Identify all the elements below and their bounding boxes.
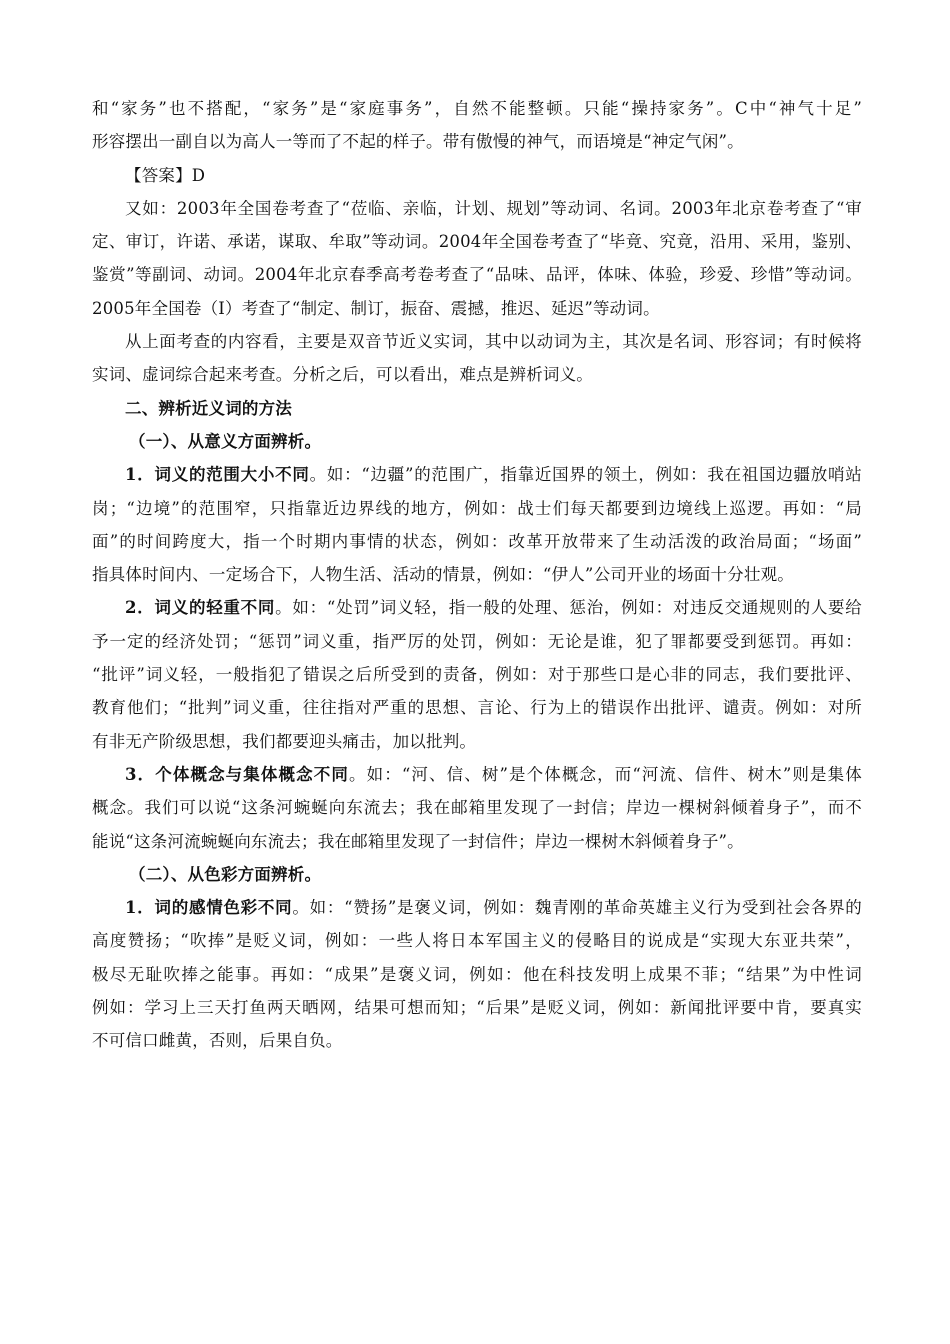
document-page bbox=[92, 92, 862, 1058]
text-line: 指具体时间内、一定场合下，人物生活、活动的情景，例如：“伊人”公司开业的场面十分壮观。 bbox=[92, 565, 794, 585]
text-line: 不可信口雌黄，否则，后果自负。 bbox=[92, 1031, 343, 1051]
text-line: 实词、虚词综合起来考查。分析之后，可以看出，难点是辨析词义。 bbox=[92, 365, 593, 385]
text-line: 2005年全国卷（Ⅰ）考查了“制定、制订，振奋、震撼，推迟、延迟”等动词。 bbox=[92, 298, 660, 318]
text-line: 和“家务”也不搭配，“家务”是“家庭事务”，自然不能整顿。只能“操持家务”。C中“神气十足” bbox=[92, 99, 862, 118]
paragraph-start bbox=[92, 758, 862, 791]
text-run: 。如：“河、信、树”是个体概念，而“河流、信件、树木”则是集体 bbox=[349, 764, 862, 784]
text-line: 面”的时间跨度大，指一个时期内事情的状态，例如：改革开放带来了生动活泼的政治局面；“场面” bbox=[92, 531, 862, 551]
subsection-heading: （一）、从意义方面辨析。 bbox=[129, 431, 322, 451]
point-title: 1．词的感情色彩不同 bbox=[125, 898, 293, 918]
text-line: 鉴赏”等副词、动词。2004年北京春季高考卷考查了“品味、品评，体味、体验，珍爱、珍惜”等动词。 bbox=[92, 265, 862, 285]
text-line: 有非无产阶级思想，我们都要迎头痛击，加以批判。 bbox=[92, 731, 477, 751]
point-title: 2．词义的轻重不同 bbox=[125, 598, 276, 618]
text-line: 极尽无耻吹捧之能事。再如：“成果”是褒义词，例如：他在科技发明上成果不菲；“结果”为中性词 bbox=[92, 964, 862, 984]
text-line: 例如：学习上三天打鱼两天晒网，结果可想而知；“后果”是贬义词，例如：新闻批评要中肯，要真实 bbox=[92, 998, 862, 1018]
paragraph-start bbox=[92, 891, 862, 924]
section-heading: 二、辨析近义词的方法 bbox=[125, 398, 292, 418]
text-line: “批评”词义轻，一般指犯了错误之后所受到的责备，例如：对于那些口是心非的同志，我们要批评、 bbox=[92, 665, 862, 685]
text-line: 岗；“边境”的范围窄，只指靠近边界线的地方，例如：战士们每天都要到边境线上巡逻。再如：“局 bbox=[92, 498, 862, 518]
paragraph-start bbox=[92, 591, 862, 624]
text-run: 。如：“处罚”词义轻，指一般的处理、惩治，例如：对违反交通规则的人要给 bbox=[275, 598, 862, 618]
text-line: 能说“这条河流蜿蜒向东流去；我在邮箱里发现了一封信件；岸边一棵树木斜倾着身子”。 bbox=[92, 831, 744, 851]
point-title: 3．个体概念与集体概念不同 bbox=[125, 764, 350, 784]
text-run: 。如：“边疆”的范围广，指靠近国界的领土，例如：我在祖国边疆放哨站 bbox=[309, 465, 862, 485]
text-line: 概念。我们可以说“这条河蜿蜒向东流去；我在邮箱里发现了一封信；岸边一棵树斜倾着身子”，而不 bbox=[92, 798, 862, 818]
answer-label: 【答案】D bbox=[125, 165, 206, 185]
text-line: 予一定的经济处罚；“惩罚”词义重，指严厉的处罚，例如：无论是谁，犯了罪都要受到惩罚。再如： bbox=[92, 631, 862, 651]
text-run: 。如：“赞扬”是褒义词，例如：魏青刚的革命英雄主义行为受到社会各界的 bbox=[292, 898, 862, 918]
text-line: 从上面考查的内容看，主要是双音节近义实词，其中以动词为主，其次是名词、形容词；有时候将 bbox=[125, 332, 862, 352]
point-title: 1．词义的范围大小不同 bbox=[125, 465, 310, 485]
text-line: 高度赞扬；“吹捧”是贬义词，例如：一些人将日本军国主义的侵略目的说成是“实现大东亚共荣”， bbox=[92, 931, 862, 951]
text-line: 又如：2003年全国卷考查了“莅临、亲临，计划、规划”等动词、名词。2003年北京卷考查了“审 bbox=[125, 198, 862, 218]
paragraph-start bbox=[92, 458, 862, 491]
subsection-heading: （二）、从色彩方面辨析。 bbox=[129, 864, 322, 884]
text-line: 教育他们；“批判”词义重，往往指对严重的思想、言论、行为上的错误作出批评、谴责。例如：对所 bbox=[92, 698, 862, 718]
text-line: 定、审订，许诺、承诺，谋取、牟取”等动词。2004年全国卷考查了“毕竟、究竟，沿用、采用，鉴别、 bbox=[92, 232, 862, 252]
text-line: 形容摆出一副自以为高人一等而了不起的样子。带有傲慢的神气，而语境是“神定气闲”。 bbox=[92, 132, 744, 152]
